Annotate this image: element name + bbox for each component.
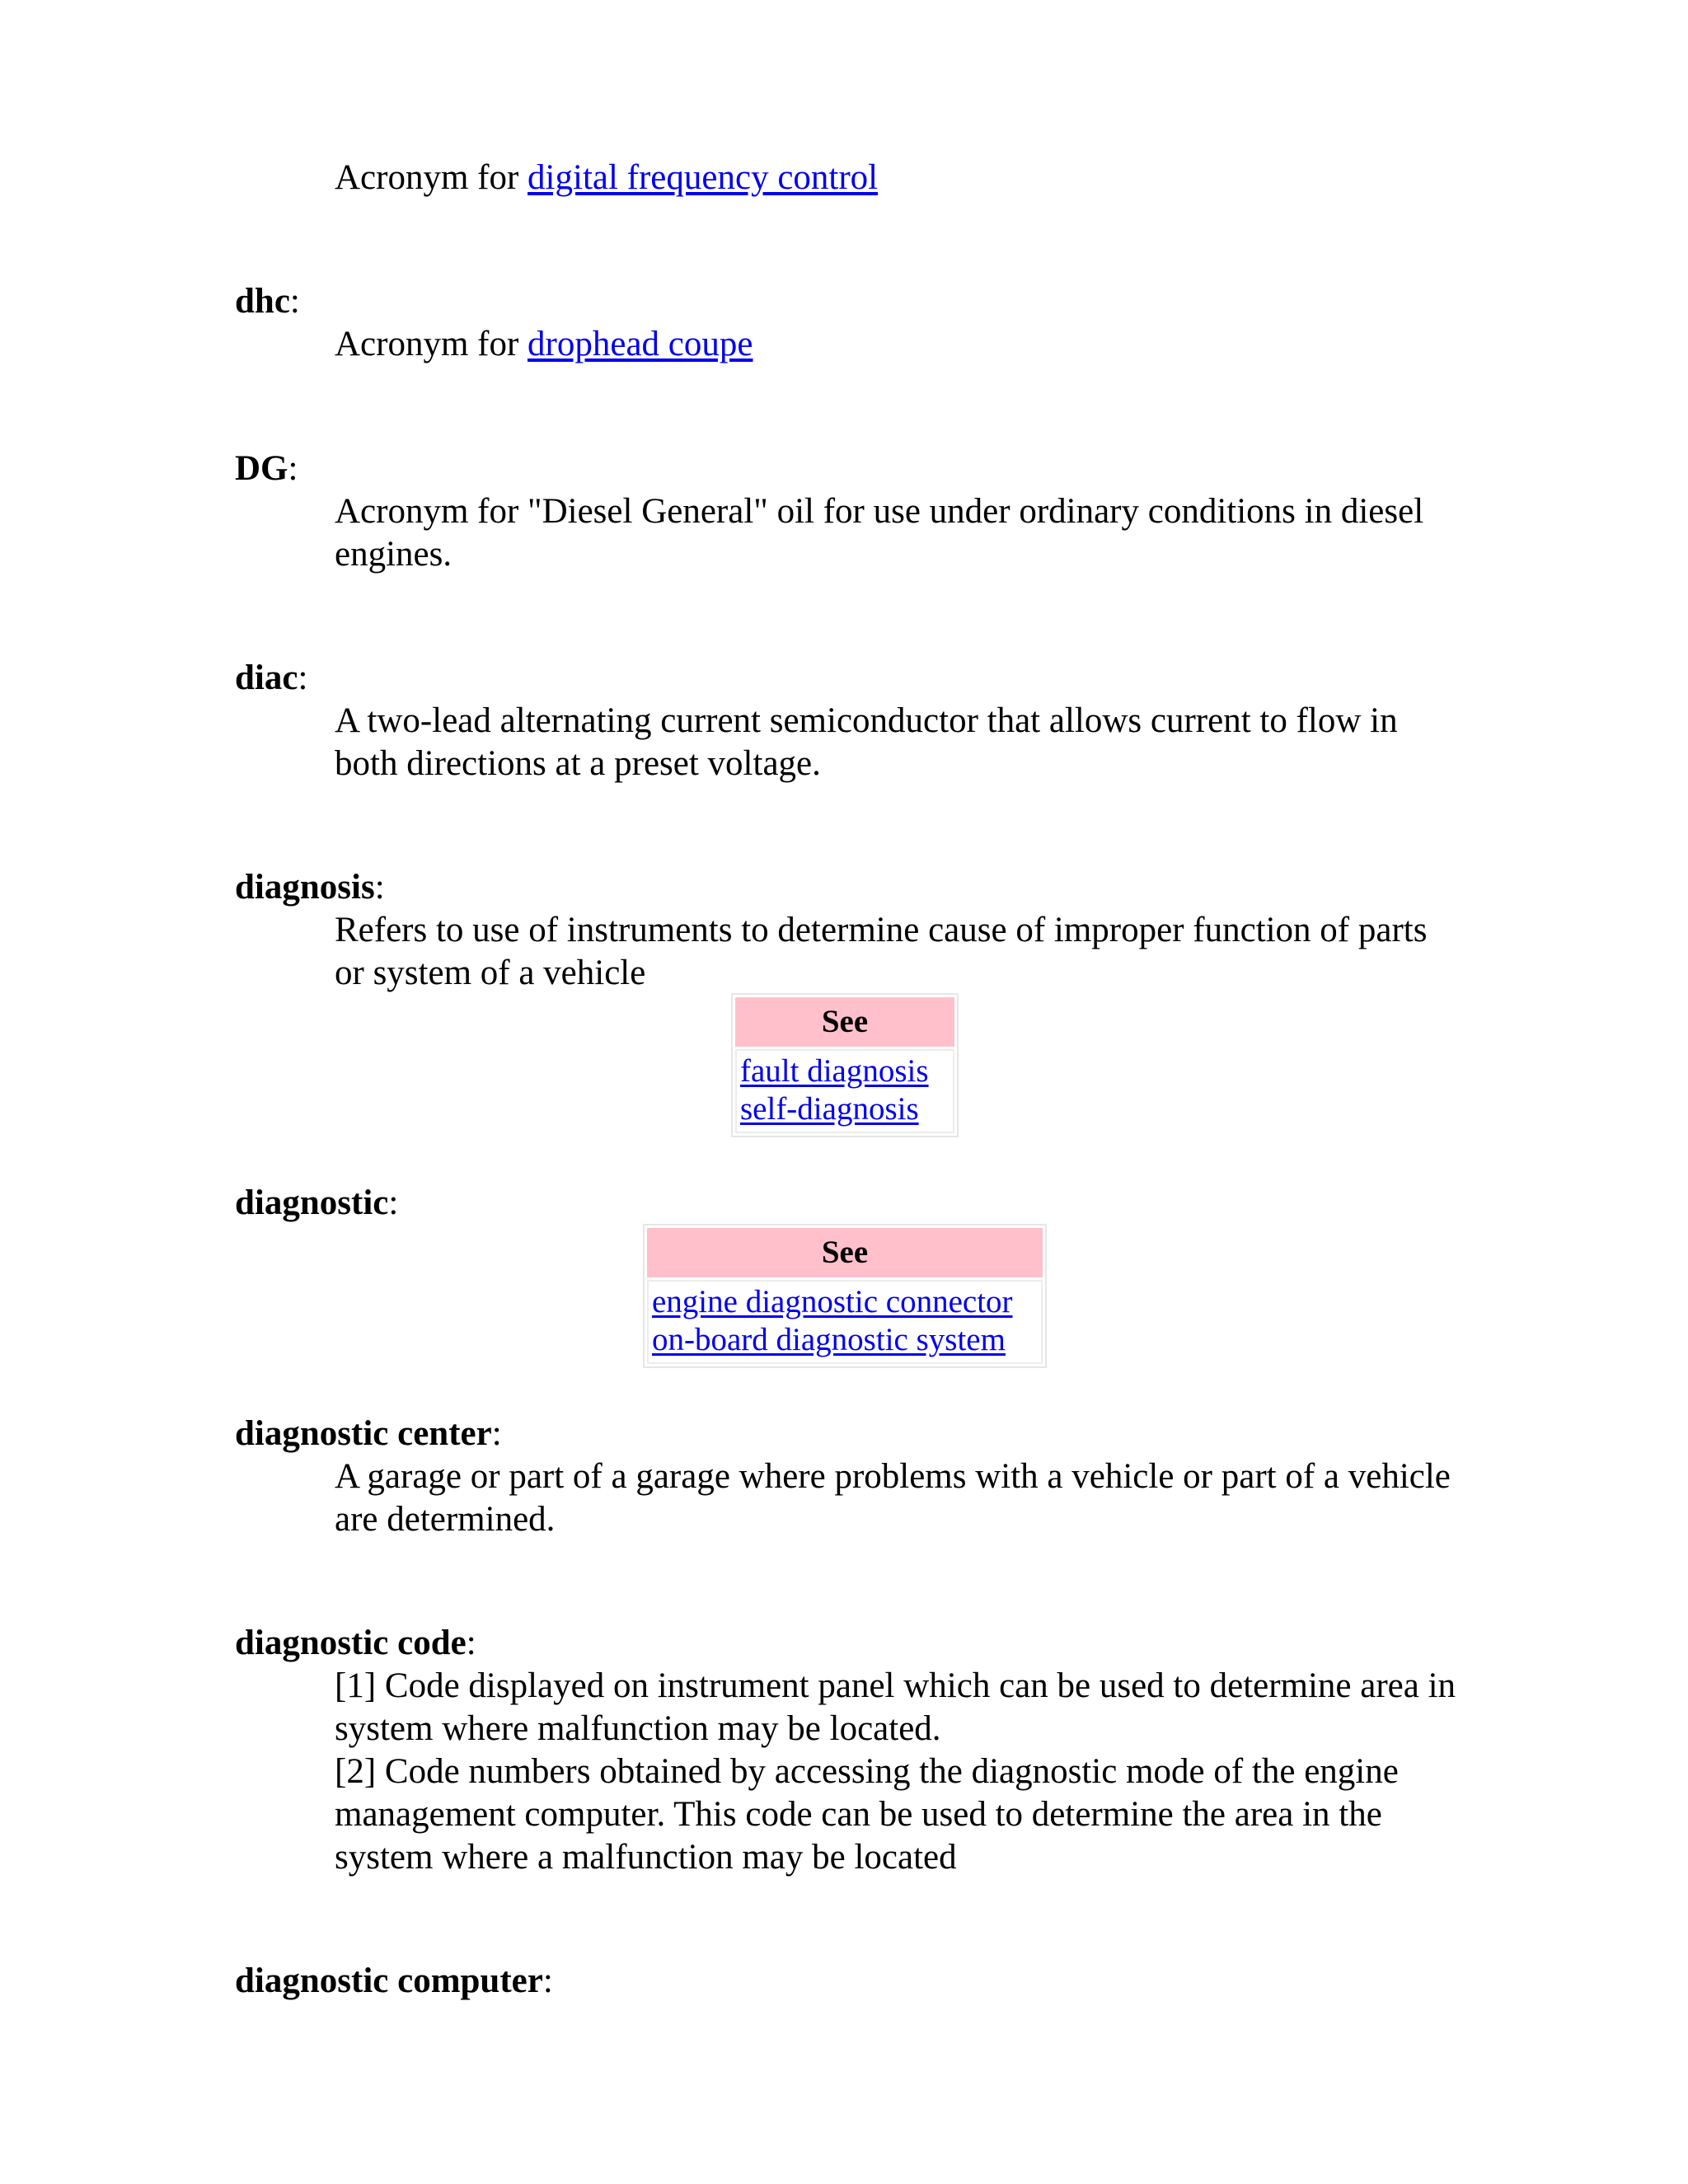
- see-also-links: [647, 1280, 1043, 1364]
- glossary-entry-diagnostic: [235, 1182, 1471, 1225]
- glossary-entry-dg: [235, 448, 1471, 576]
- term-colon: :: [288, 449, 298, 488]
- term-label: diagnostic: [235, 1183, 389, 1222]
- definition-text: Acronym for: [335, 158, 528, 197]
- term: [235, 1413, 1471, 1455]
- definition: A two-lead alternating current semiconductor that allows current to flow in both directions at a preset voltage.: [335, 701, 1398, 783]
- definition-line-2: [2] Code numbers obtained by accessing the diagnostic mode of the engine management computer. This code can be used to determine the area in the system where a malfunction may be located: [335, 1752, 1399, 1877]
- see-also-header: See: [647, 1228, 1043, 1277]
- term-colon: :: [491, 1414, 502, 1453]
- glossary-entry-diagnosis: [235, 866, 1471, 995]
- link-self-diagnosis[interactable]: self-diagnosis: [740, 1091, 919, 1127]
- term-colon: :: [289, 282, 300, 321]
- term-colon: :: [298, 658, 308, 697]
- glossary-entry-diagnostic-computer: [235, 1960, 1471, 2003]
- definition-line-1: [1] Code displayed on instrument panel which can be used to determine area in system where malfunction may be located.: [335, 1666, 1456, 1748]
- term: [235, 866, 1471, 909]
- glossary-entry-diagnostic-center: [235, 1413, 1471, 1541]
- term: [235, 448, 1471, 490]
- definition: A garage or part of a garage where problems with a vehicle or part of a vehicle are determined.: [335, 1457, 1451, 1539]
- term-colon: :: [542, 1961, 553, 2000]
- link-on-board-diagnostic-system[interactable]: on-board diagnostic system: [652, 1322, 1006, 1357]
- glossary-entry-dfc: [235, 157, 1471, 199]
- definition: Refers to use of instruments to determine cause of improper function of parts or system of a vehicle: [335, 911, 1428, 992]
- link-drophead-coupe[interactable]: drophead coupe: [528, 325, 753, 363]
- see-also-header: See: [735, 997, 954, 1047]
- term: [235, 1182, 1471, 1225]
- glossary-entry-diac: [235, 657, 1471, 785]
- link-engine-diagnostic-connector[interactable]: engine diagnostic connector: [652, 1284, 1013, 1319]
- link-fault-diagnosis[interactable]: fault diagnosis: [740, 1053, 929, 1089]
- definition: [335, 157, 1464, 199]
- definition: [335, 323, 1464, 366]
- term: [235, 1960, 1471, 2003]
- term-label: diagnostic center: [235, 1414, 492, 1453]
- see-also-table-diagnosis: [731, 993, 959, 1137]
- term: [235, 1622, 1471, 1665]
- term-label: diagnostic code: [235, 1624, 467, 1662]
- term-colon: :: [374, 868, 385, 907]
- term-label: DG: [235, 449, 288, 488]
- term-label: diagnosis: [235, 868, 375, 907]
- term-label: dhc: [235, 282, 290, 321]
- see-also-table-diagnostic: [643, 1224, 1047, 1368]
- link-digital-frequency-control[interactable]: digital frequency control: [528, 158, 879, 197]
- term-colon: :: [466, 1624, 476, 1662]
- definition-text: Acronym for: [335, 325, 528, 363]
- term-label: diagnostic computer: [235, 1961, 543, 2000]
- term: [235, 657, 1471, 700]
- glossary-entry-dhc: [235, 280, 1471, 366]
- term-colon: :: [388, 1183, 399, 1222]
- glossary-entry-diagnostic-code: [235, 1622, 1471, 1879]
- term-label: diac: [235, 658, 298, 697]
- definition: Acronym for "Diesel General" oil for use under ordinary conditions in diesel engines.: [335, 492, 1424, 574]
- term: [235, 280, 1471, 323]
- see-also-links: [735, 1049, 954, 1133]
